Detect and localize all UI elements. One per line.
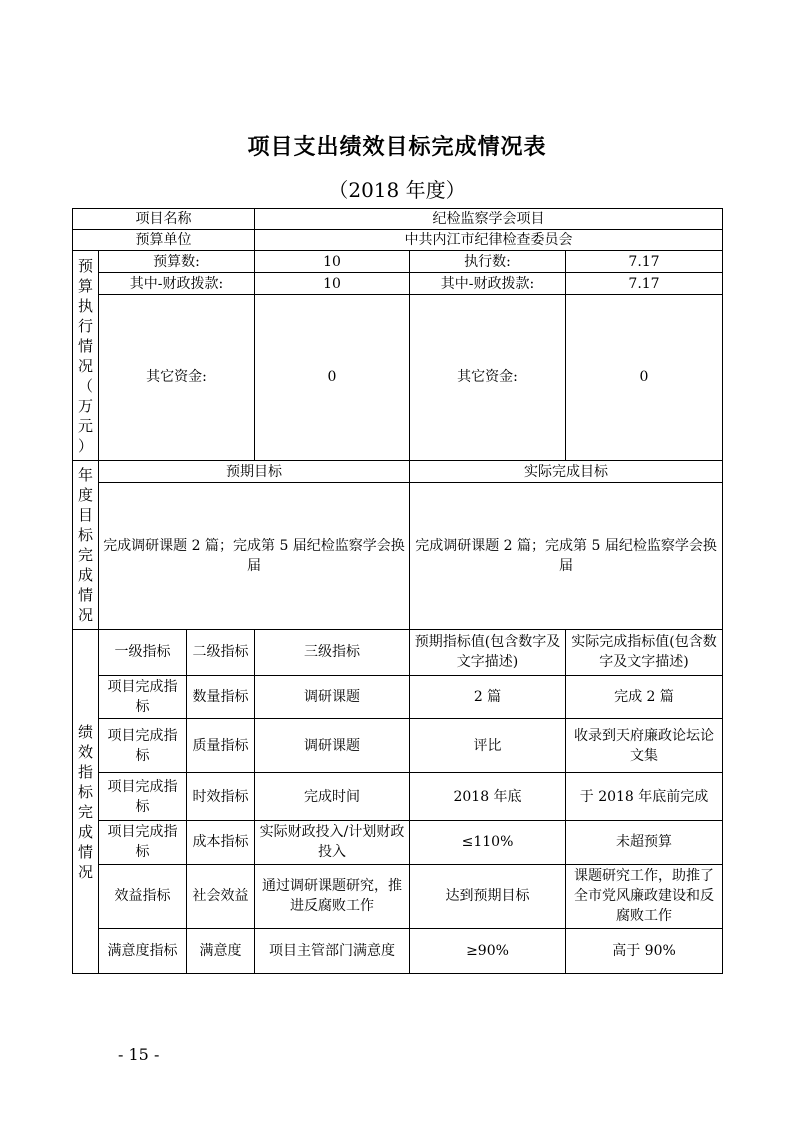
expected-goal-text: 完成调研课题 2 篇；完成第 5 届纪检监察学会换届 (99, 483, 410, 630)
cell-level1: 项目完成指标 (99, 718, 187, 772)
cell-level2: 时效指标 (187, 773, 255, 820)
budget-unit-label: 预算单位 (73, 230, 255, 251)
cell-level2: 质量指标 (187, 718, 255, 772)
cell-level2: 满意度 (187, 928, 255, 973)
fiscal-row (73, 273, 723, 294)
perf-header-expected: 预期指标值(包含数字及文字描述) (410, 630, 566, 675)
perf-header-actual: 实际完成指标值(包含数字及文字描述) (566, 630, 723, 675)
project-name-label: 项目名称 (73, 209, 255, 230)
budget-section-label: 预 算 执 行 情 况 （ 万 元 ） (73, 251, 99, 461)
actual-goal-text: 完成调研课题 2 篇；完成第 5 届纪检监察学会换届 (410, 483, 723, 630)
expected-goal-header: 预期目标 (99, 460, 410, 482)
other-value-budget: 0 (255, 294, 410, 460)
cell-expected: ≤110% (410, 820, 566, 864)
cell-level2: 成本指标 (187, 820, 255, 864)
actual-goal-header: 实际完成目标 (410, 460, 723, 482)
fiscal-label-budget: 其中-财政拨款: (99, 273, 255, 294)
budget-row (73, 251, 723, 273)
table-row (73, 718, 723, 772)
table-row (73, 675, 723, 718)
perf-header-level2: 二级指标 (187, 630, 255, 675)
fiscal-label-exec: 其中-财政拨款: (410, 273, 566, 294)
cell-actual: 完成 2 篇 (566, 675, 723, 718)
perf-header-level1: 一级指标 (99, 630, 187, 675)
perf-header-level3: 三级指标 (255, 630, 410, 675)
cell-level2: 数量指标 (187, 675, 255, 718)
other-value-exec: 0 (566, 294, 723, 460)
other-label-exec: 其它资金: (410, 294, 566, 460)
budget-unit-row (73, 230, 723, 251)
fiscal-value-budget: 10 (255, 273, 410, 294)
cell-actual: 未超预算 (566, 820, 723, 864)
perf-header-row (73, 630, 723, 675)
page-subtitle: （2018 年度） (328, 178, 466, 202)
fiscal-value-exec: 7.17 (566, 273, 723, 294)
cell-level3: 调研课题 (255, 718, 410, 772)
table-row (73, 773, 723, 820)
cell-actual: 高于 90% (566, 928, 723, 973)
cell-level2: 社会效益 (187, 865, 255, 928)
cell-level3: 调研课题 (255, 675, 410, 718)
cell-level1: 效益指标 (99, 865, 187, 928)
cell-expected: 2018 年底 (410, 773, 566, 820)
cell-actual: 收录到天府廉政论坛论文集 (566, 718, 723, 772)
cell-expected: 评比 (410, 718, 566, 772)
project-name-value: 纪检监察学会项目 (255, 209, 723, 230)
annual-content-row (73, 483, 723, 630)
performance-table (72, 208, 723, 974)
table-row (73, 928, 723, 973)
perf-section-label: 绩 效 指 标 完 成 情 况 (73, 630, 99, 974)
cell-actual: 课题研究工作，助推了全市党风廉政建设和反腐败工作 (566, 865, 723, 928)
budget-value: 10 (255, 251, 410, 273)
budget-unit-value: 中共内江市纪律检查委员会 (255, 230, 723, 251)
exec-label: 执行数: (410, 251, 566, 273)
cell-level1: 项目完成指标 (99, 675, 187, 718)
cell-level1: 满意度指标 (99, 928, 187, 973)
page-title: 项目支出绩效目标完成情况表 (247, 135, 547, 160)
other-funds-row (73, 294, 723, 460)
cell-level1: 项目完成指标 (99, 820, 187, 864)
project-name-row (73, 209, 723, 230)
page-number: - 15 - (118, 1045, 160, 1064)
other-label-budget: 其它资金: (99, 294, 255, 460)
cell-level3: 完成时间 (255, 773, 410, 820)
cell-level3: 项目主管部门满意度 (255, 928, 410, 973)
cell-level3: 通过调研课题研究，推进反腐败工作 (255, 865, 410, 928)
cell-expected: ≥90% (410, 928, 566, 973)
exec-value: 7.17 (566, 251, 723, 273)
cell-expected: 2 篇 (410, 675, 566, 718)
cell-level1: 项目完成指标 (99, 773, 187, 820)
cell-actual: 于 2018 年底前完成 (566, 773, 723, 820)
cell-expected: 达到预期目标 (410, 865, 566, 928)
table-row (73, 865, 723, 928)
annual-section-label: 年 度 目 标 完 成 情 况 (73, 460, 99, 629)
cell-level3: 实际财政投入/计划财政投入 (255, 820, 410, 864)
table-row (73, 820, 723, 864)
budget-label: 预算数: (99, 251, 255, 273)
annual-header-row (73, 460, 723, 482)
